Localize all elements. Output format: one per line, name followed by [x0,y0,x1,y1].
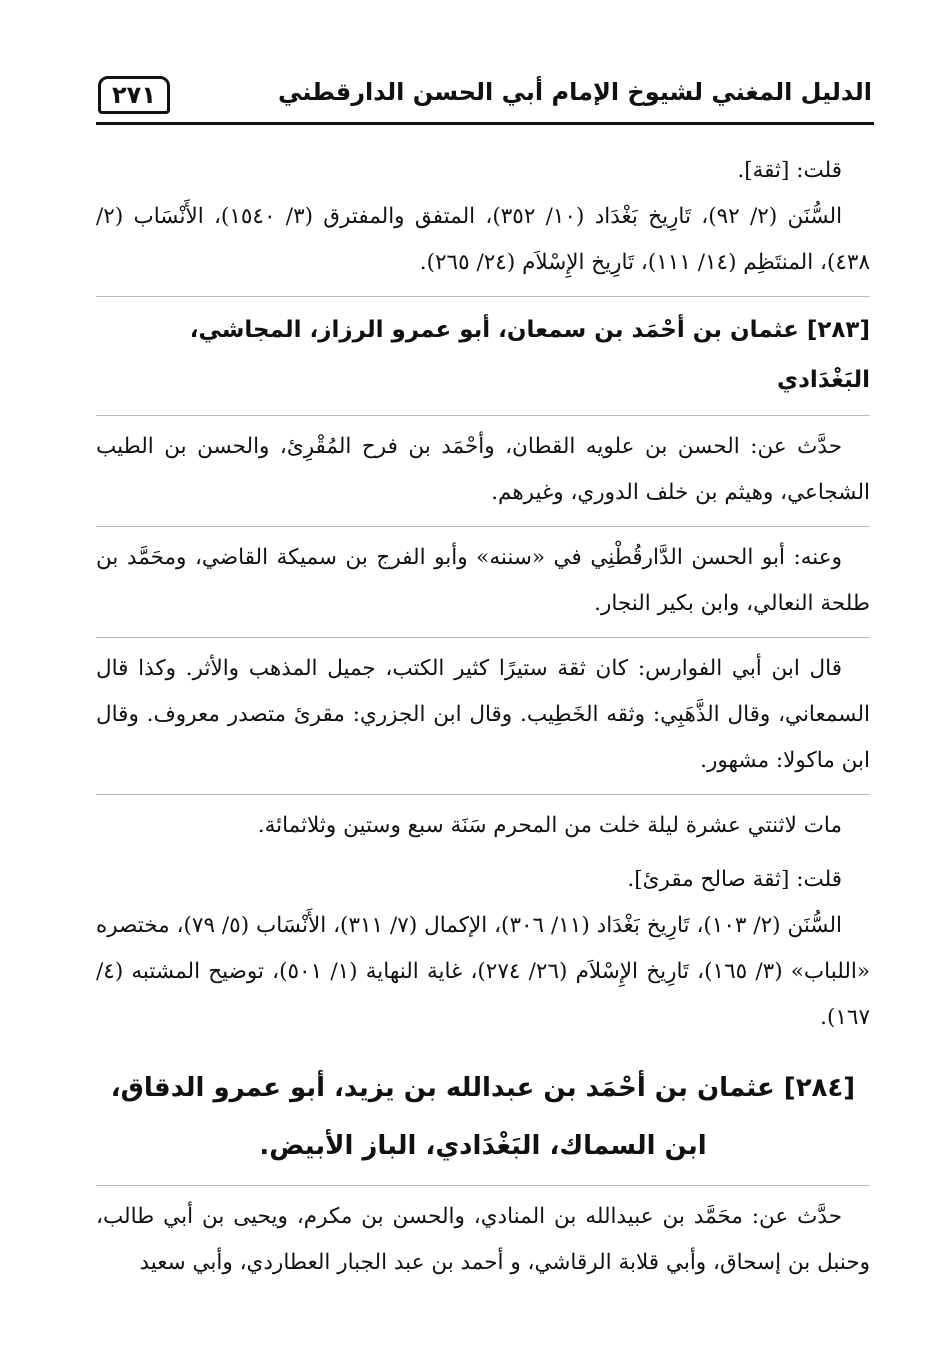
section-divider [96,296,870,297]
paragraph-divider [96,794,870,795]
entry-283-title: [٢٨٣] عثمان بن أحْمَد بن سمعان، أبو عمرو الرزاز، المجاشي، البَغْدَادي [189,317,870,393]
narrated-from-283: حدَّث عن: الحسن بن علويه القطان، وأحْمَد بن فرح المُقْرِئ، والحسن بن الطيب الشجاعي، وهيثم بن خلف الدوري، وغيرهم. [96,434,870,505]
section-divider [96,415,870,416]
entry-284-title-line2: ابن السماك، البَغْدَادي، الباز الأبيض. [259,1131,707,1161]
verdict-282: قلت: [ثقة]. [737,158,842,183]
narrated-from-284: حدَّث عن: محَمَّد بن عبيدالله بن المنادي، والحسن بن مكرم، ويحيى بن أبي طالب، وحنبل بن إسحاق، وأبي قلابة الرقاشي، و أحمد بن عبد الجبار العطاردي، وأبي سعيد [96,1204,870,1275]
section-divider [96,1185,870,1186]
death-date-283: مات لاثنتي عشرة ليلة خلت من المحرم سَنَة سبع وستين وثلاثمائة. [257,813,842,838]
entry-284-title-line1: [٢٨٤] عثمان بن أحْمَد بن عبدالله بن يزيد، أبو عمرو الدقاق، [110,1073,856,1103]
header-rule [96,122,874,125]
critics-opinions-283: قال ابن أبي الفوارس: كان ثقة ستيرًا كثير الكتب، جميل المذهب والأثر. وكذا قال السمعاني، وقال الذَّهَبِي: وثقه الخَطِيب. وقال ابن الجزري: مقرئ متصدر معروف. وقال ابن ماكولا: مشهور. [96,656,870,773]
narrators-from-him-283: وعنه: أبو الحسن الدَّارقُطْنِي في «سننه» وأبو الفرج بن سميكة القاضي، ومحَمَّد بن طلحة النعالي، وابن بكير النجار. [96,545,870,616]
sources-283: السُّنَن (٢/ ١٠٣)، تَارِيخ بَغْدَاد (١١/ ٣٠٦)، الإكمال (٧/ ٣١١)، الأَنْسَاب (٥/ ٧٩)، مختصره «اللباب» (٣/ ١٦٥)، تَارِيخ الإِسْلاَم (٢٦/ ٢٧٤)، غاية النهاية (١/ ٥٠١)، توضيح المشتبه (٤/ ١٦٧). [96,913,871,1030]
page-number: ٢٧١ [98,76,170,114]
verdict-283: قلت: [ثقة صالح مقرئ]. [627,867,842,892]
sources-282: السُّنَن (٢/ ٩٢)، تَارِيخ بَغْدَاد (١٠/ ٣٥٢)، المتفق والمفترق (٣/ ١٥٤٠)، الأَنْسَاب (٢/ ٤٣٨)، المنتَظِم (١٤/ ١١١)، تَارِيخ الإِسْلاَم (٢٤/ ٢٦٥). [96,204,870,275]
paragraph-divider [96,526,870,527]
paragraph-divider [96,637,870,638]
page-body [96,148,870,1286]
running-title: الدليل المغني لشيوخ الإمام أبي الحسن الدارقطني [278,78,872,106]
